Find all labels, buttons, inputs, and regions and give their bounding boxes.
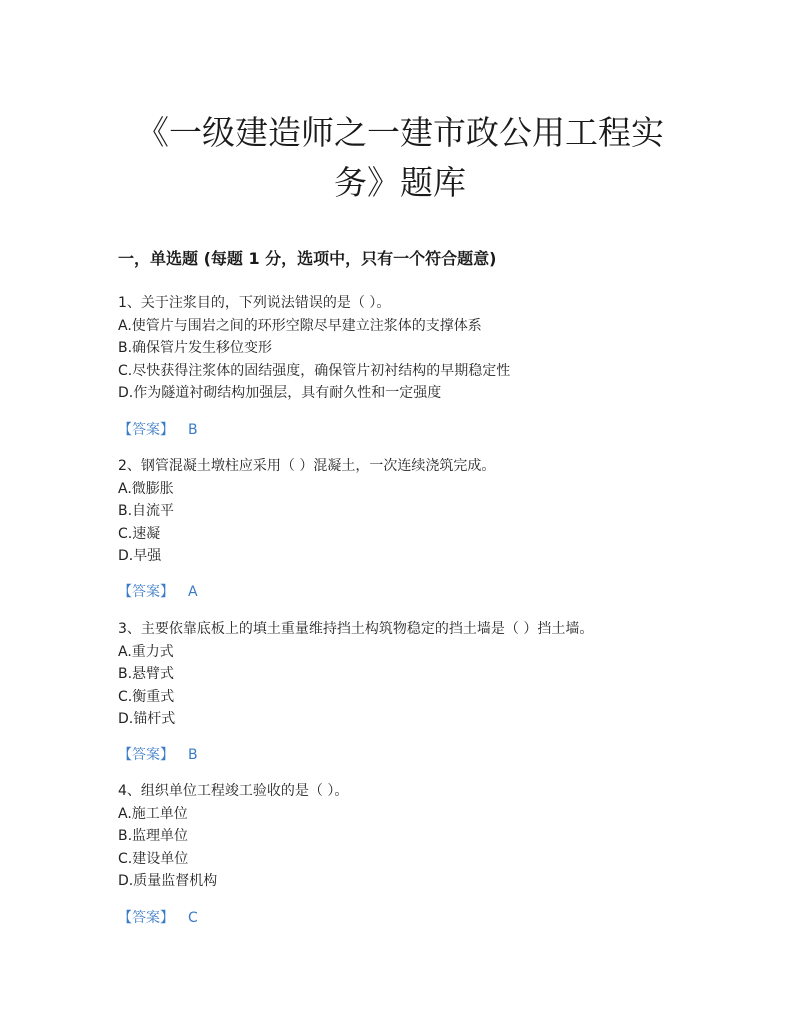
option-b: B.自流平 — [118, 503, 175, 519]
option-c: C.建设单位 — [118, 850, 189, 867]
question-stem: 4、组织单位工程竣工验收的是（ ）。 — [118, 783, 349, 799]
title-line-2: 务》题库 — [334, 163, 466, 202]
document-title — [100, 108, 700, 208]
option-a: A.重力式 — [118, 643, 174, 660]
option-b: B.监理单位 — [118, 828, 189, 844]
question-3 — [118, 618, 718, 731]
option-d: D.作为隧道衬砌结构加强层，具有耐久性和一定强度 — [118, 385, 442, 401]
question-4 — [118, 780, 718, 893]
answer-value: A — [188, 584, 198, 600]
option-b: B.悬臂式 — [118, 666, 175, 682]
answer-3 — [118, 744, 198, 766]
answer-label: 【答案】 — [118, 747, 174, 763]
option-d: D.锚杆式 — [118, 711, 176, 727]
answer-value: B — [188, 422, 198, 438]
answer-label: 【答案】 — [118, 422, 174, 438]
question-stem: 3、主要依靠底板上的填土重量维持挡土构筑物稳定的挡土墙是（ ）挡土墙。 — [118, 621, 594, 637]
answer-label: 【答案】 — [118, 910, 174, 926]
option-c: C.速凝 — [118, 525, 161, 542]
question-1 — [118, 292, 718, 405]
answer-label: 【答案】 — [118, 584, 174, 600]
answer-value: B — [188, 747, 198, 763]
option-c: C.衡重式 — [118, 688, 175, 705]
option-a: A.施工单位 — [118, 805, 188, 822]
answer-2 — [118, 581, 198, 603]
question-2 — [118, 455, 718, 568]
option-a: A.使管片与围岩之间的环形空隙尽早建立注浆体的支撑体系 — [118, 317, 482, 334]
question-stem: 1、关于注浆目的，下列说法错误的是（ ）。 — [118, 295, 391, 311]
answer-4 — [118, 907, 198, 929]
option-b: B.确保管片发生移位变形 — [118, 340, 273, 356]
section-heading: 一，单选题 (每题 1 分，选项中，只有一个符合题意) — [118, 249, 497, 268]
answer-value: C — [188, 910, 198, 926]
option-a: A.微膨胀 — [118, 480, 174, 497]
option-c: C.尽快获得注浆体的固结强度，确保管片初衬结构的早期稳定性 — [118, 362, 511, 379]
option-d: D.早强 — [118, 548, 162, 564]
question-stem: 2、钢管混凝土墩柱应采用（ ）混凝土，一次连续浇筑完成。 — [118, 458, 496, 474]
answer-1 — [118, 419, 198, 441]
option-d: D.质量监督机构 — [118, 873, 218, 889]
title-line-1: 《一级建造师之一建市政公用工程实 — [136, 113, 664, 152]
